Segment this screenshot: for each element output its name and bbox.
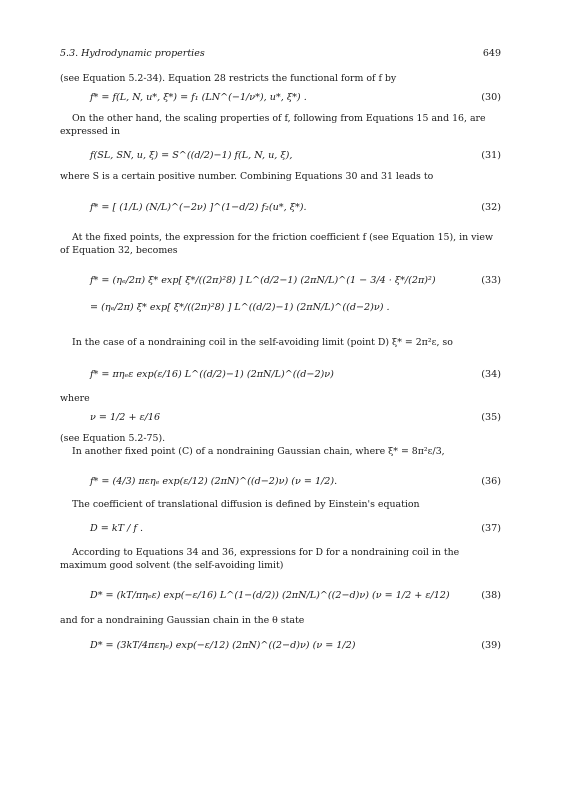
equation-30-body: f* = f(L, N, u*, ξ*) = f₁ (LN^(−1/ν*), u*, ξ*) . — [90, 92, 307, 103]
equation-33-number: (33) — [481, 275, 501, 286]
paragraph-2: On the other hand, the scaling properties of f, following from Equations 15 and 16, are expressed in — [60, 113, 486, 137]
equation-38-body: D* = (kT/πηₑε) exp(−ε/16) L^(1−(d/2)) (2πN/L)^((2−d)ν) (ν = 1/2 + ε/12) — [90, 590, 450, 601]
equation-33b-body: = (ηₑ/2π) ξ* exp[ ξ*/((2π)²8) ] L^((d/2)−1) (2πN/L)^((d−2)ν) . — [90, 302, 390, 313]
equation-35-body: ν = 1/2 + ε/16 — [90, 412, 161, 423]
equation-39-body: D* = (3kT/4πεηₑ) exp(−ε/12) (2πN)^((2−d)ν) (ν = 1/2) — [90, 640, 356, 651]
section-title: 5.3. Hydrodynamic properties — [60, 48, 205, 59]
equation-36-number: (36) — [481, 476, 501, 487]
paragraph-8: In another fixed point (C) of a nondraining Gaussian chain, where ξ* = 8π²ε/3, — [72, 446, 445, 457]
paragraph-1: (see Equation 5.2-34). Equation 28 restricts the functional form of f by — [60, 73, 397, 84]
paragraph-7: (see Equation 5.2-75). — [60, 433, 166, 444]
equation-33-body: f* = (ηₑ/2π) ξ* exp[ ξ*/((2π)²8) ] L^(d/2−1) (2πN/L)^(1 − 3/4 · ξ*/(2π)²) — [90, 275, 436, 286]
equation-37-body: D = kT / f . — [90, 523, 144, 534]
paragraph-11: and for a nondraining Gaussian chain in the θ state — [60, 615, 305, 626]
equation-32-number: (32) — [481, 202, 501, 213]
paragraph-3: where S is a certain positive number. Combining Equations 30 and 31 leads to — [60, 171, 434, 182]
running-header — [60, 48, 501, 59]
equation-30-number: (30) — [481, 92, 501, 103]
equation-31-body: f(SL, SN, u, ξ) = S^((d/2)−1) f(L, N, u, ξ), — [90, 150, 293, 161]
paragraph-5: In the case of a nondraining coil in the self-avoiding limit (point D) ξ* = 2π²ε, so — [72, 337, 453, 348]
paragraph-9: The coefficient of translational diffusion is defined by Einstein's equation — [72, 499, 420, 510]
paragraph-6: where — [60, 393, 90, 404]
equation-38-number: (38) — [481, 590, 501, 601]
paragraph-4: At the fixed points, the expression for the friction coefficient f (see Equation 15), in view of Equation 32, becomes — [60, 232, 494, 256]
equation-37-number: (37) — [481, 523, 501, 534]
equation-34-body: f* = πηₑε exp(ε/16) L^((d/2)−1) (2πN/L)^((d−2)ν) — [90, 369, 334, 380]
equation-39-number: (39) — [481, 640, 501, 651]
equation-31-number: (31) — [481, 150, 501, 161]
page-number: 649 — [482, 48, 501, 59]
equation-34-number: (34) — [481, 369, 501, 380]
equation-35-number: (35) — [481, 412, 501, 423]
equation-32-body: f* = [ (1/L) (N/L)^(−2ν) ]^(1−d/2) f₂(u*, ξ*). — [90, 202, 307, 213]
paragraph-10: According to Equations 34 and 36, expressions for D for a nondraining coil in the maximum good solvent (the self-avoiding limit) — [60, 547, 460, 571]
equation-36-body: f* = (4/3) πεηₑ exp(ε/12) (2πN)^((d−2)ν) (ν = 1/2). — [90, 476, 338, 487]
